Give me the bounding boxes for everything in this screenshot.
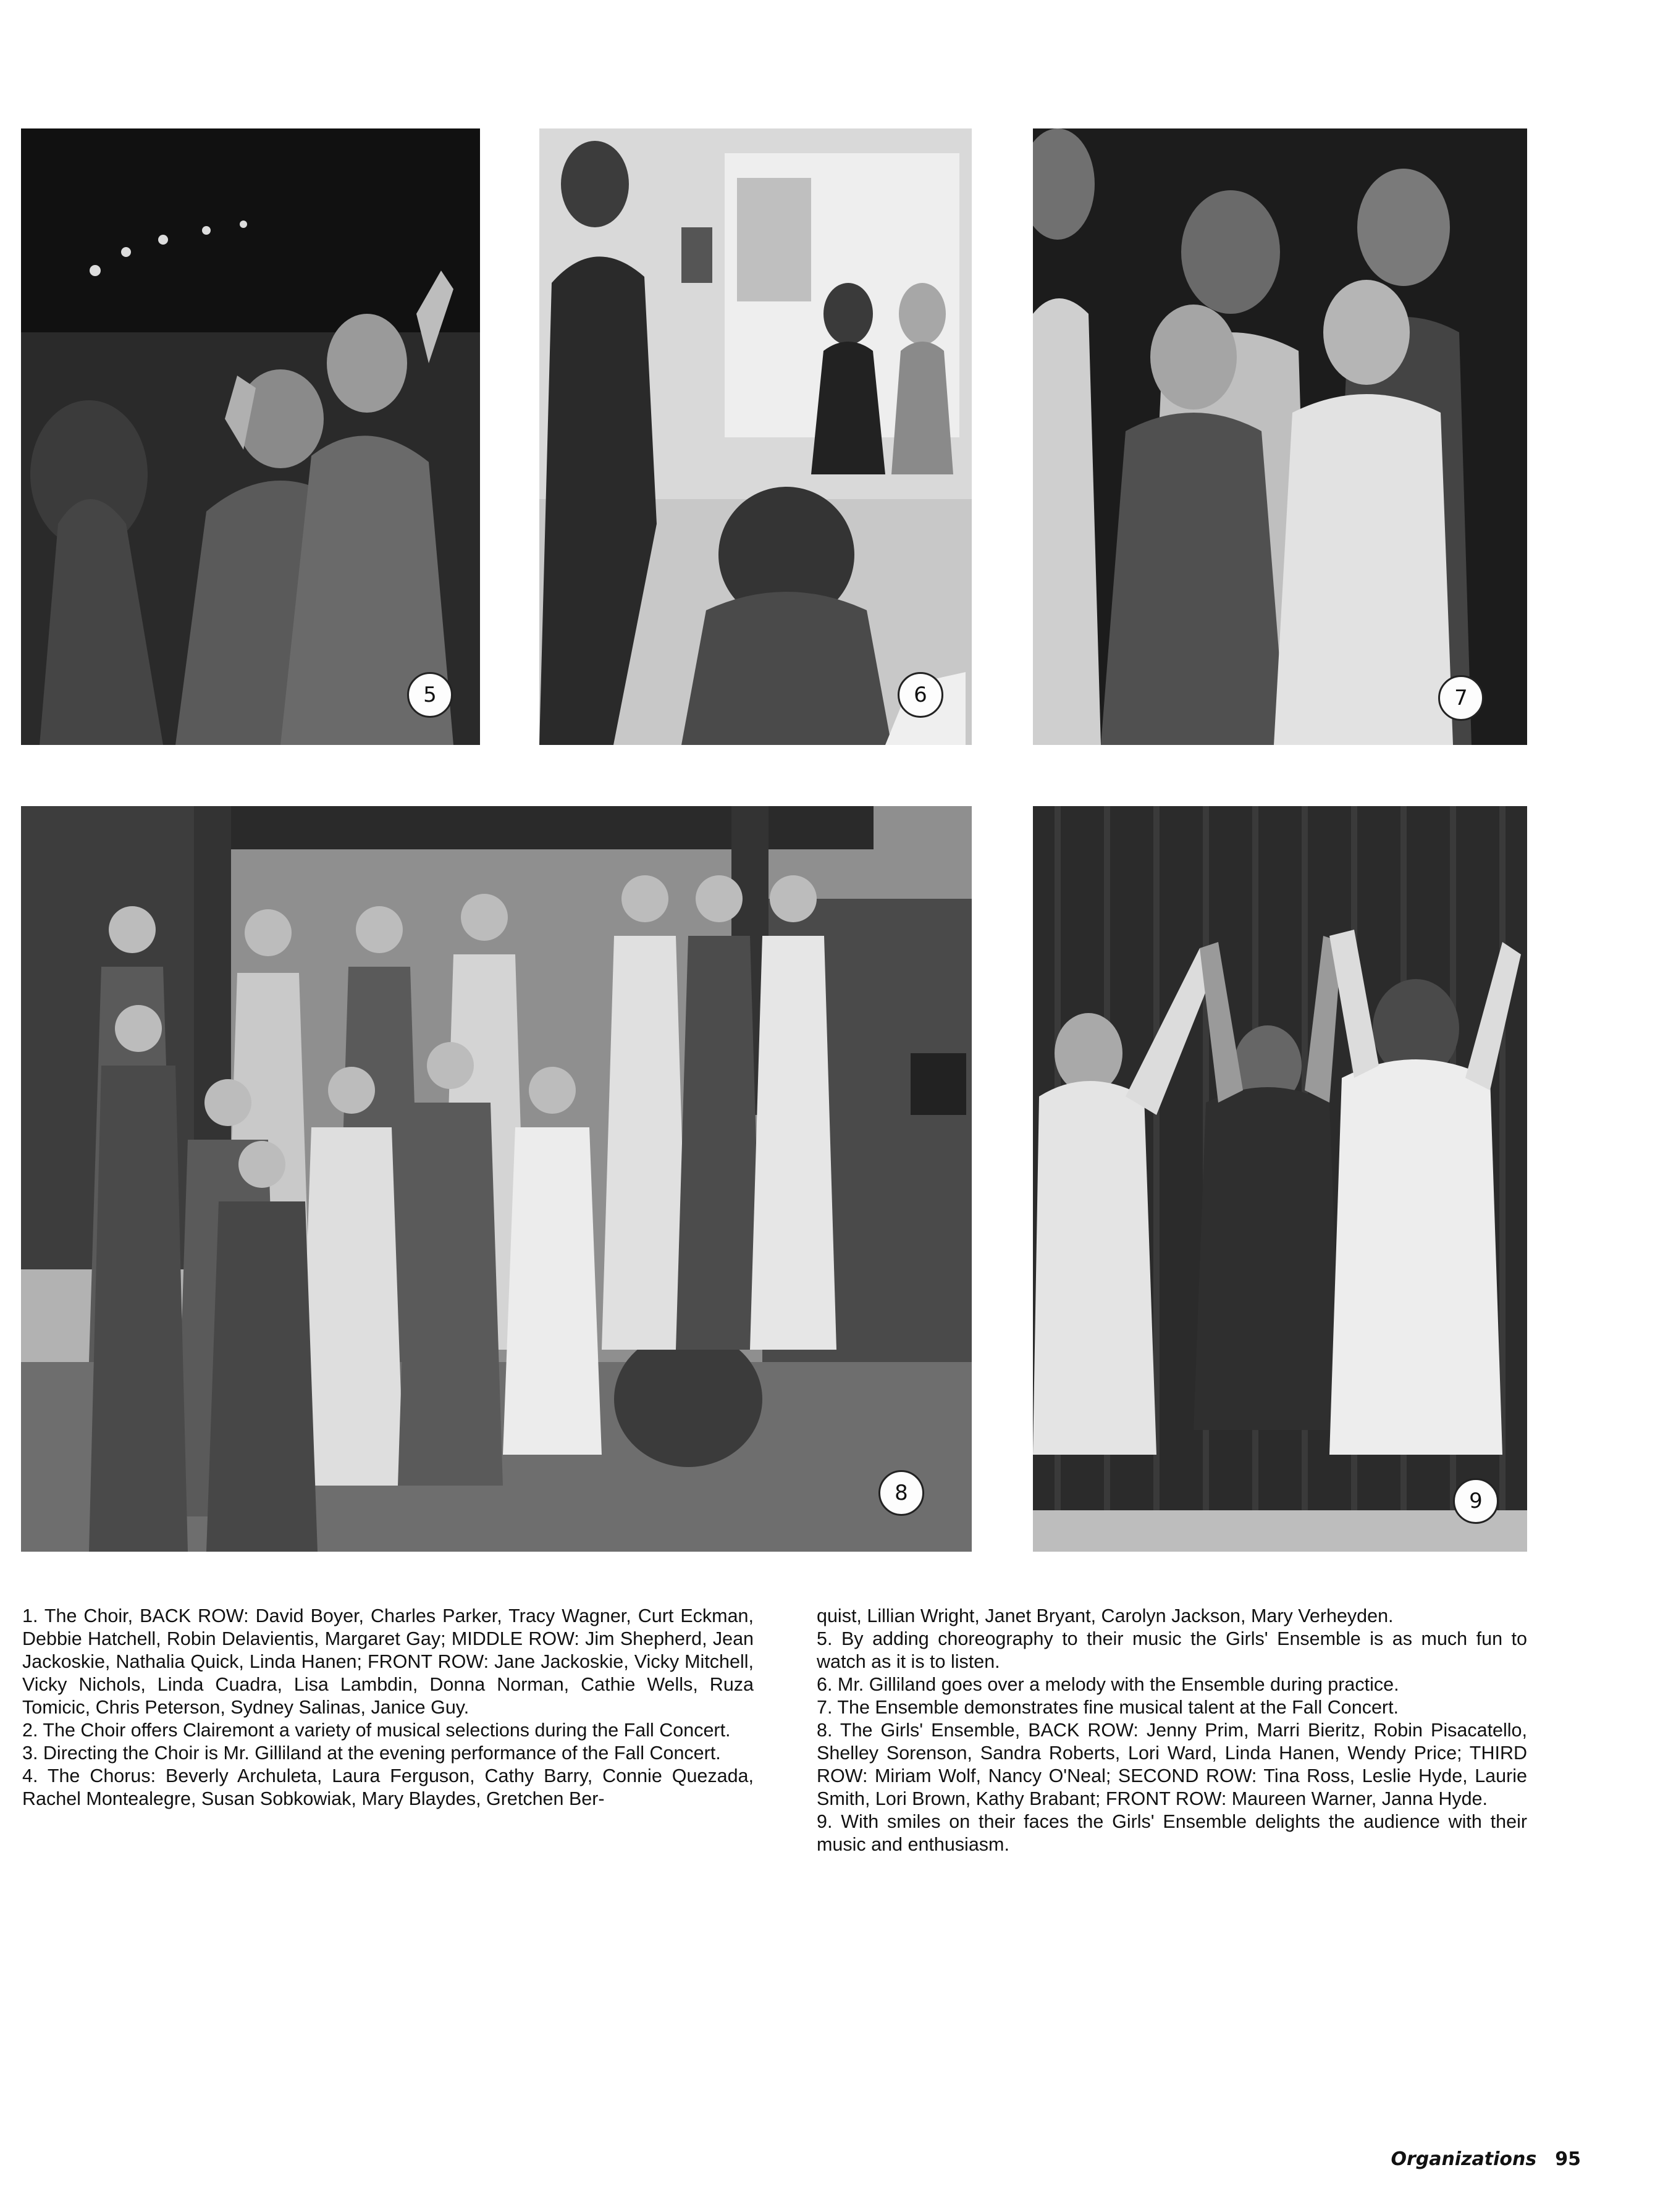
caption-7: 7. The Ensemble demonstrates fine musical talent at the Fall Concert. [817, 1697, 1399, 1718]
page-number: 95 [1555, 2148, 1581, 2170]
photo-director-rehearsal-icon [539, 128, 972, 745]
page-footer [1391, 2148, 1581, 2170]
photo-girls-ensemble-group-icon [21, 806, 972, 1552]
photo-badge: 5 [407, 672, 453, 718]
caption-column-left [22, 1605, 754, 1810]
caption-column-right [817, 1605, 1527, 1856]
section-name: Organizations [1391, 2148, 1537, 2170]
caption-1: 1. The Choir, BACK ROW: David Boyer, Charles Parker, Tracy Wagner, Curt Eckman, Debbie Hatchell, Robin Delavientis, Margaret Gay; MIDDLE ROW: Jim Shepherd, Jean Jackoskie, Nathalia Quick, Linda Hanen; FRONT ROW: Jane Jackoskie, Vicky Mitchell, Vicky Nichols, Linda Cuadra, Lisa Lambdin, Donna Norman, Cathie Wells, Ruza Tomicic, Chris Peterson, Sydney Salinas, Janice Guy. [22, 1605, 754, 1718]
caption-5: 5. By adding choreography to their music the Girls' Ensemble is as much fun to watch as it is to listen. [817, 1628, 1527, 1672]
caption-4: 4. The Chorus: Beverly Archuleta, Laura Ferguson, Cathy Barry, Connie Quezada, Rachel Montealegre, Susan Sobkowiak, Mary Blaydes, Gretchen Ber- [22, 1765, 754, 1809]
caption-4-continued: quist, Lillian Wright, Janet Bryant, Carolyn Jackson, Mary Verheyden. [817, 1605, 1394, 1626]
photo-badge: 7 [1438, 675, 1484, 721]
caption-6: 6. Mr. Gilliland goes over a melody with the Ensemble during practice. [817, 1674, 1399, 1695]
photo-9 [1033, 806, 1527, 1552]
caption-8: 8. The Girls' Ensemble, BACK ROW: Jenny Prim, Marri Bieritz, Robin Pisacatello, Shelley Sorenson, Sandra Roberts, Lori Ward, Linda Hanen, Wendy Price; THIRD ROW: Miriam Wolf, Nancy O'Neal; SECOND ROW: Tina Ross, Leslie Hyde, Laurie Smith, Lori Brown, Kathy Brabant; FRONT ROW: Maureen Warner, Janna Hyde. [817, 1720, 1527, 1809]
photo-7 [1033, 128, 1527, 745]
photo-choir-singers-arms-raised-icon [21, 128, 480, 745]
photo-badge: 8 [878, 1470, 924, 1516]
photo-5 [21, 128, 480, 745]
caption-3: 3. Directing the Choir is Mr. Gilliland at the evening performance of the Fall Concert. [22, 1743, 721, 1764]
photo-badge: 6 [898, 672, 943, 718]
photo-ensemble-singing-icon [1033, 128, 1527, 745]
photo-8 [21, 806, 972, 1552]
caption-9: 9. With smiles on their faces the Girls' Ensemble delights the audience with their music and enthusiasm. [817, 1811, 1527, 1855]
caption-2: 2. The Choir offers Clairemont a variety of musical selections during the Fall Concert. [22, 1720, 731, 1741]
photo-badge: 9 [1453, 1478, 1499, 1524]
photo-ensemble-hands-joined-icon [1033, 806, 1527, 1552]
photo-6 [539, 128, 972, 745]
